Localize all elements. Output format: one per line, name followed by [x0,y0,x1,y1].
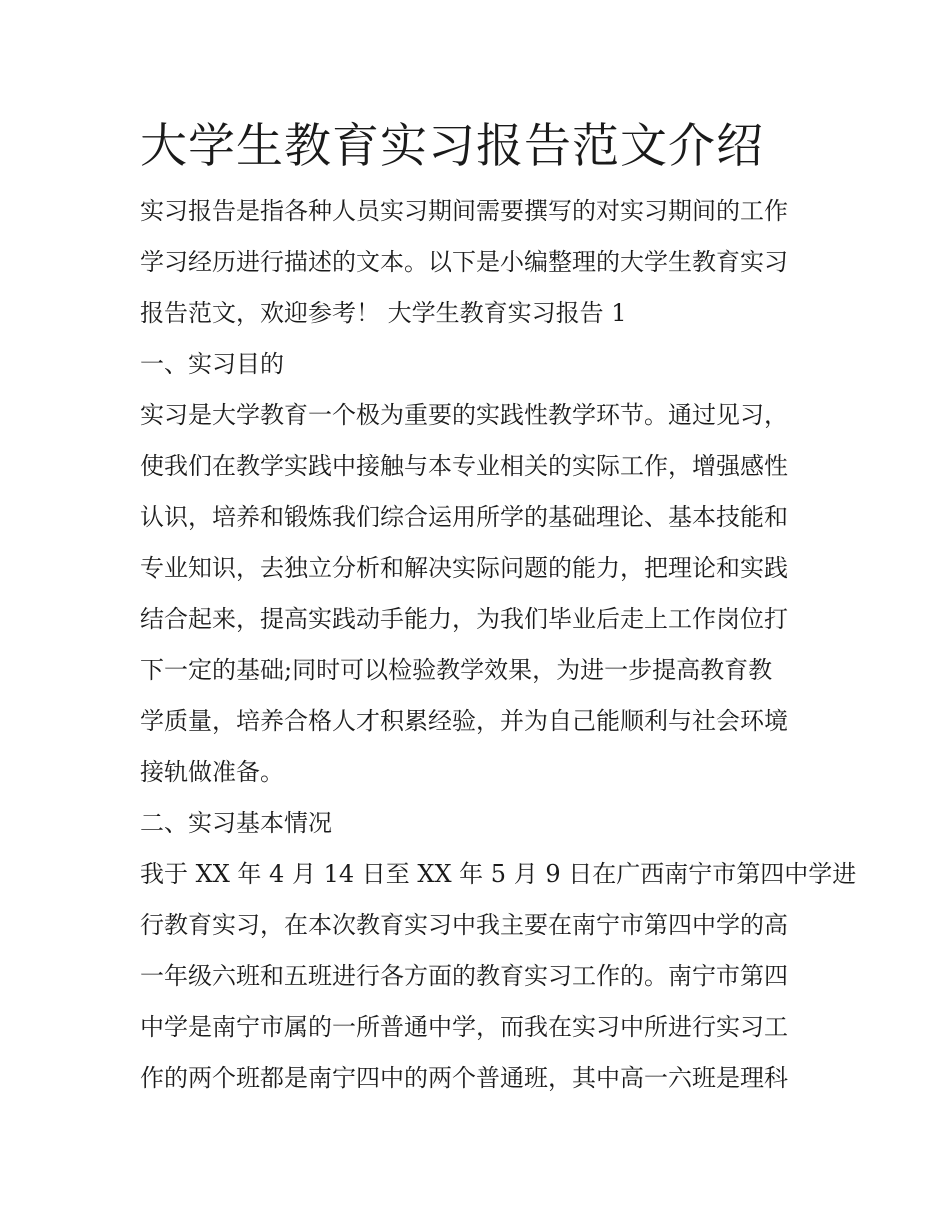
body-line: 使我们在教学实践中接触与本专业相关的实际工作，增强感性 [140,452,788,480]
body-line: 结合起来，提高实践动手能力，为我们毕业后走上工作岗位打 [140,605,788,633]
body-line: 学习经历进行描述的文本。以下是小编整理的大学生教育实习 [140,248,788,276]
body-line: 学质量，培养合格人才积累经验，并为自己能顺利与社会环境 [140,707,788,735]
body-line: 一年级六班和五班进行各方面的教育实习工作的。南宁市第四 [140,962,788,990]
section-heading: 一、实习目的 [140,350,284,378]
body-line: 实习是大学教育一个极为重要的实践性教学环节。通过见习， [140,401,788,429]
body-line: 认识，培养和锻炼我们综合运用所学的基础理论、基本技能和 [140,503,788,531]
section-heading: 二、实习基本情况 [140,809,332,837]
body-line: 我于 XX 年 4 月 14 日至 XX 年 5 月 9 日在广西南宁市第四中学进 [140,860,857,888]
body-line: 行教育实习，在本次教育实习中我主要在南宁市第四中学的高 [140,911,788,939]
document-title: 大学生教育实习报告范文介绍 [140,119,764,174]
body-line: 接轨做准备。 [140,758,284,786]
body-line: 中学是南宁市属的一所普通中学，而我在实习中所进行实习工 [140,1013,788,1041]
body-line: 报告范文，欢迎参考！ 大学生教育实习报告 1 [140,299,627,327]
body-line: 作的两个班都是南宁四中的两个普通班，其中高一六班是理科 [140,1064,788,1092]
body-line: 专业知识，去独立分析和解决实际问题的能力，把理论和实践 [140,554,788,582]
body-line: 实习报告是指各种人员实习期间需要撰写的对实习期间的工作 [140,197,788,225]
body-line: 下一定的基础;同时可以检验教学效果，为进一步提高教育教 [140,656,773,684]
document-page [140,112,857,1104]
